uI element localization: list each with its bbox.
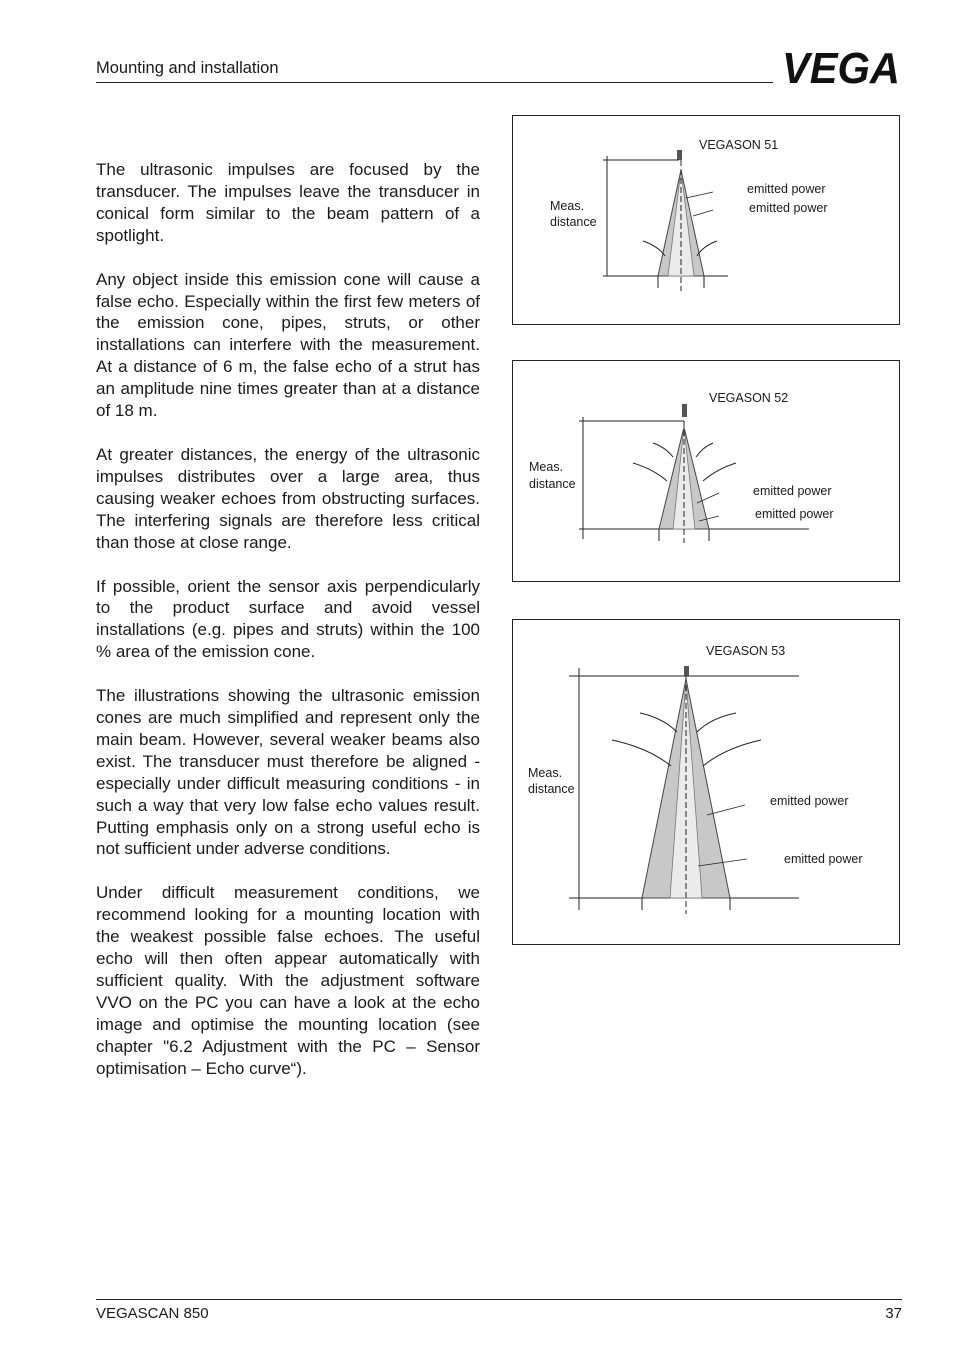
figure-vegason-52	[512, 360, 900, 582]
power-label: emitted power	[753, 484, 832, 498]
angle-arc	[697, 241, 717, 256]
meas-label: Meas.	[528, 766, 563, 780]
footer-product: VEGASCAN 850	[96, 1305, 209, 1322]
power-label: emitted power	[755, 507, 834, 521]
sensor-icon	[682, 404, 687, 417]
header-rule	[96, 82, 773, 83]
footer-rule	[96, 1299, 902, 1300]
vega-logo	[782, 50, 902, 86]
page-number: 37	[885, 1305, 902, 1322]
paragraph: The ultrasonic impulses are focused by the transducer. The impulses leave the transducer in conical form similar to the beam pattern of a spotlight.	[96, 160, 480, 245]
paragraph: At greater distances, the energy of the ultrasonic impulses distributes over a large area, thus causing weaker echoes from obstructing surfaces. The interfering signals are therefore less critical than those at close range.	[96, 444, 480, 552]
meas-label: Meas.	[550, 199, 585, 213]
angle-arc	[696, 443, 713, 457]
beam-diagram	[513, 116, 901, 326]
angle-arc	[703, 740, 761, 766]
sensor-icon	[677, 150, 682, 160]
power-label: emitted power	[784, 852, 863, 866]
distance-label: distance	[529, 477, 576, 491]
power-label: emitted power	[747, 182, 826, 196]
beam-diagram	[513, 620, 901, 946]
paragraph: Any object inside this emission cone will cause a false echo. Especially within the first few meters of the emission cone, pipes, struts, or other installations can interfere with the measurement. At a distance of 6 m, the false echo of a strut has an amplitude nine times greater than at a distance of 18 m.	[96, 269, 480, 421]
sensor-label: VEGASON 51	[699, 138, 779, 152]
distance-label: distance	[550, 215, 597, 229]
figure-vegason-53	[512, 619, 900, 945]
power-label: emitted power	[749, 201, 828, 215]
leader-line	[686, 192, 713, 198]
sensor-label: VEGASON 53	[706, 644, 786, 658]
angle-arc	[653, 443, 673, 457]
meas-label: Meas.	[529, 460, 564, 474]
angle-arc	[703, 463, 736, 481]
paragraph: The illustrations showing the ultrasonic emission cones are much simplified and represent only the main beam. However, several weaker beams also exist. The transducer must therefore be aligned - especially under difficult measuring conditions - in such a way that very low false echo values result. Putting emphasis only on a strong useful echo is not sufficient under adverse conditions.	[96, 686, 480, 859]
sensor-label: VEGASON 52	[709, 391, 789, 405]
figure-vegason-51	[512, 115, 900, 325]
angle-arc	[633, 463, 667, 481]
paragraph: Under difficult measurement conditions, we recommend looking for a mounting location with the weakest possible false echoes. The useful echo will then often appear automatically with sufficient quality. With the adjustment software VVO on the PC you can have a look at the echo image and optimise the mounting location (see chapter "6.2 Adjustment with the PC – Sensor optimisation – Echo curve“).	[96, 883, 480, 1078]
distance-label: distance	[528, 782, 575, 796]
paragraph: If possible, orient the sensor axis perpendicularly to the product surface and avoid vessel installations (e.g. pipes and struts) within the 100 % area of the emission cone.	[96, 576, 480, 662]
angle-arc	[697, 713, 736, 732]
body-text	[96, 159, 480, 1102]
angle-arc	[612, 740, 671, 766]
angle-arc	[640, 713, 677, 732]
angle-arc	[643, 241, 665, 256]
sensor-icon	[684, 666, 689, 676]
logo-text: VEGA	[782, 50, 900, 86]
leader-line	[693, 210, 713, 216]
power-label: emitted power	[770, 794, 849, 808]
section-title: Mounting and installation	[96, 59, 279, 77]
beam-diagram	[513, 361, 901, 583]
